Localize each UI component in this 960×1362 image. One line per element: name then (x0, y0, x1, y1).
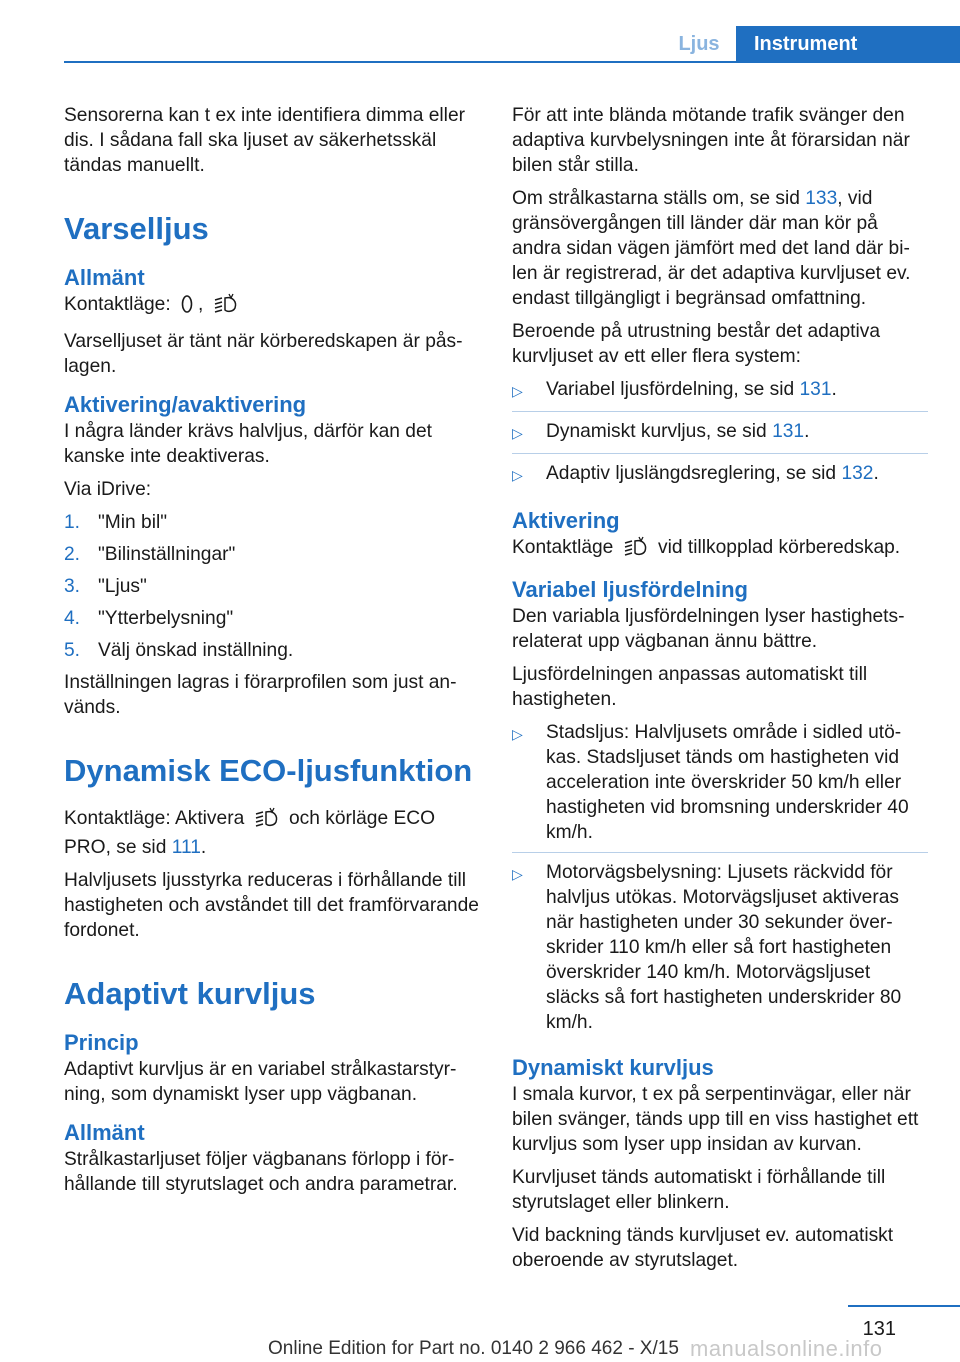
page-link-131[interactable]: 131 (772, 421, 805, 442)
heading-eco: Dynamisk ECO-ljusfunktion (64, 753, 473, 788)
left-column (64, 103, 484, 1205)
page-number: 131 (862, 1318, 896, 1340)
bullet-triangle-icon: ▷ (512, 726, 523, 742)
heading-aktivering-avaktivering: Aktivering/avaktivering (64, 392, 307, 417)
low-beam-auto-icon (213, 292, 239, 321)
watermark: manualsonline.info (690, 1336, 883, 1361)
list-item: ▷ Stadsljus: Halvljusets område i sidled utökas. Stadsljuset tänds om hastigheten vid acceleration inte överskrider 50 km/h eller hastigheten vid bromsning underskrider 40 km/h. (512, 720, 928, 853)
princip-text: Adaptivt kurvljus är en variabel strålkastarstyrning, som dynamiskt lyser upp vägbanan. (64, 1059, 457, 1105)
list-item: ▷ Variabel ljusfördelning, se sid 131. (512, 377, 928, 412)
list-item: 1. "Min bil" (64, 512, 168, 533)
page-link-132[interactable]: 132 (841, 463, 874, 484)
list-item: 4. "Ytterbelysning" (64, 608, 234, 629)
idrive-steps (64, 510, 484, 663)
bullet-triangle-icon: ▷ (512, 866, 523, 882)
varselljus-text: Varselljuset är tänt när körberedskapen är påslagen. (64, 331, 463, 377)
bullet-triangle-icon: ▷ (512, 425, 523, 441)
heading-aktivering: Aktivering (512, 508, 620, 533)
bullet-triangle-icon: ▷ (512, 467, 523, 483)
eco-paragraph-2: Halvljusets ljusstyrka reduceras i förhållande till hastigheten och avståndet till det framförvarande fordonet. (64, 870, 479, 941)
right-paragraph-3: Beroende på utrustning består det adaptiva kurvljuset av ett eller flera system: (512, 321, 881, 367)
systems-list (512, 377, 928, 495)
dynamiskt-paragraph-3: Vid backning tänds kurvljuset ev. automatiskt oberoende av styrutslaget. (512, 1225, 894, 1271)
low-beam-auto-icon (623, 535, 649, 564)
variabel-paragraph-2: Ljusfördelningen anpassas automatiskt till hastigheten. (512, 664, 868, 710)
heading-varselljus: Varselljus (64, 211, 209, 246)
installning-text: Inställningen lagras i förarprofilen som just används. (64, 672, 457, 718)
right-column (512, 103, 928, 1281)
page-link-133[interactable]: 133 (805, 188, 838, 209)
aktivering-line: Kontaktläge vid tillkopplad körberedskap. (512, 535, 928, 564)
intro-paragraph: Sensorerna kan t ex inte identifiera dimma eller dis. I sådana fall ska ljuset av säkerhetsskäl tändas manuellt. (64, 105, 466, 176)
page-link-131[interactable]: 131 (799, 379, 832, 400)
aktivering-text: I några länder krävs halvljus, därför kan det kanske inte deaktiveras. (64, 421, 432, 467)
heading-allmant-2: Allmänt (64, 1120, 145, 1145)
dynamiskt-paragraph-1: I smala kurvor, t ex på serpentinvägar, eller när bilen svänger, tänds upp till en viss hastighet ett kurvljus som lyser upp insidan av kurvan. (512, 1084, 919, 1155)
list-item: ▷ Motorvägsbelysning: Ljusets räckvidd för halvljus utökas. Motorvägsljuset aktiveras när hastigheten under 30 sekunder överskrider 110 km/h eller så fort hastigheten överskrider 140 km/h. Motorvägsljuset släcks så fort hastigheten underskrider 80 km/h. (512, 862, 902, 1033)
heading-dynamiskt: Dynamiskt kurvljus (512, 1055, 714, 1080)
low-beam-auto-icon (254, 806, 280, 835)
bullet-triangle-icon: ▷ (512, 383, 523, 399)
right-paragraph-2: Om strålkastarna ställs om, se sid 133, vid gränsövergången till länder där man kör på andra sidan vägen jämfört med det land där bilen är registrerad, är det adaptiva kurvljuset ev. endast tillgängligt i begränsad omfattning. (512, 188, 911, 309)
page-link-111[interactable]: 111 (171, 837, 201, 858)
tab-instrument: Instrument (736, 26, 960, 62)
list-item: ▷ Dynamiskt kurvljus, se sid 131. (512, 419, 928, 454)
kontaktlage-line: Kontaktläge: , (64, 292, 484, 321)
header-rule (64, 61, 960, 63)
allmant-2-text: Strålkastarljuset följer vägbanans förlopp i förhållande till styrutslaget och andra parametrar. (64, 1149, 458, 1195)
variabel-paragraph-1: Den variabla ljusfördelningen lyser hastighetsrelaterat upp vägbanan ännu bättre. (512, 606, 905, 652)
list-item: 3. "Ljus" (64, 576, 147, 597)
heading-variabel: Variabel ljusfördelning (512, 577, 748, 602)
list-item: 2. "Bilinställningar" (64, 544, 236, 565)
list-item: ▷ Adaptiv ljuslängdsreglering, se sid 132. (512, 461, 928, 495)
list-item: 5. Välj önskad inställning. (64, 640, 294, 661)
heading-princip: Princip (64, 1030, 139, 1055)
via-idrive: Via iDrive: (64, 479, 152, 500)
edition-text: Online Edition for Part no. 0140 2 966 462 - X/15 (268, 1338, 679, 1359)
tab-ljus: Ljus (678, 33, 720, 55)
dynamiskt-paragraph-2: Kurvljuset tänds automatiskt i förhållande till styrutslaget eller blinkern. (512, 1167, 886, 1213)
footer-rule (848, 1305, 960, 1307)
heading-allmant: Allmänt (64, 265, 145, 290)
heading-adaptivt: Adaptivt kurvljus (64, 976, 316, 1011)
eco-paragraph-1: Kontaktläge: Aktivera och körläge ECO PRO, se sid 111. (64, 808, 436, 858)
right-paragraph-1: För att inte blända mötande trafik svänger den adaptiva kurvbelysningen inte åt förarsidan när bilen står stilla. (512, 105, 910, 176)
variabel-bullets (512, 720, 928, 1042)
ignition-off-icon (180, 294, 194, 321)
